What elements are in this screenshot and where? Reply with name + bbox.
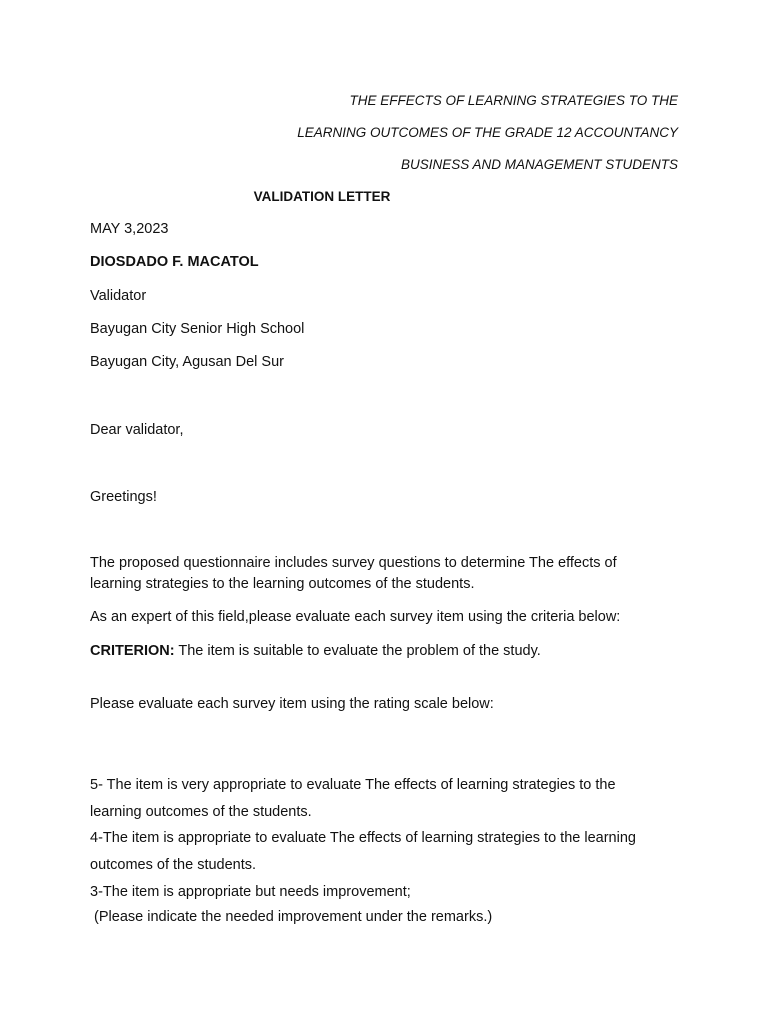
recipient-name: DIOSDADO F. MACATOL <box>90 254 259 270</box>
criterion-label: CRITERION: <box>90 643 175 659</box>
intro-line-1: The proposed questionnaire includes survey questions to determine The effects of <box>90 555 617 571</box>
intro-line-2: learning strategies to the learning outcomes of the students. <box>90 576 475 592</box>
rating-4-line-1: 4-The item is appropriate to evaluate The effects of learning strategies to the learning <box>90 830 636 846</box>
rating-5-line-2: learning outcomes of the students. <box>90 804 312 820</box>
salutation: Dear validator, <box>90 422 184 438</box>
title-line-1: THE EFFECTS OF LEARNING STRATEGIES TO THE <box>349 93 678 108</box>
rating-4-line-2: outcomes of the students. <box>90 857 257 873</box>
recipient-role: Validator <box>90 288 147 304</box>
recipient-school: Bayugan City Senior High School <box>90 321 305 337</box>
recipient-address: Bayugan City, Agusan Del Sur <box>90 354 284 370</box>
rating-3-line-1: 3-The item is appropriate but needs improvement; <box>90 884 411 900</box>
criterion-text: The item is suitable to evaluate the problem of the study. <box>174 643 541 659</box>
greeting: Greetings! <box>90 489 157 505</box>
title-line-3: BUSINESS AND MANAGEMENT STUDENTS <box>400 157 678 172</box>
letter-date: MAY 3,2023 <box>90 221 169 237</box>
rating-3-note: (Please indicate the needed improvement under the remarks.) <box>90 909 493 925</box>
rating-instruction: Please evaluate each survey item using the rating scale below: <box>90 696 494 712</box>
letter-heading: VALIDATION LETTER <box>253 189 391 204</box>
rating-5-line-1: 5- The item is very appropriate to evaluate The effects of learning strategies to the <box>90 777 616 793</box>
expert-instruction: As an expert of this field,please evaluate each survey item using the criteria below: <box>90 609 621 625</box>
title-line-2: LEARNING OUTCOMES OF THE GRADE 12 ACCOUNTANCY <box>297 125 678 140</box>
criterion-line <box>90 642 541 660</box>
